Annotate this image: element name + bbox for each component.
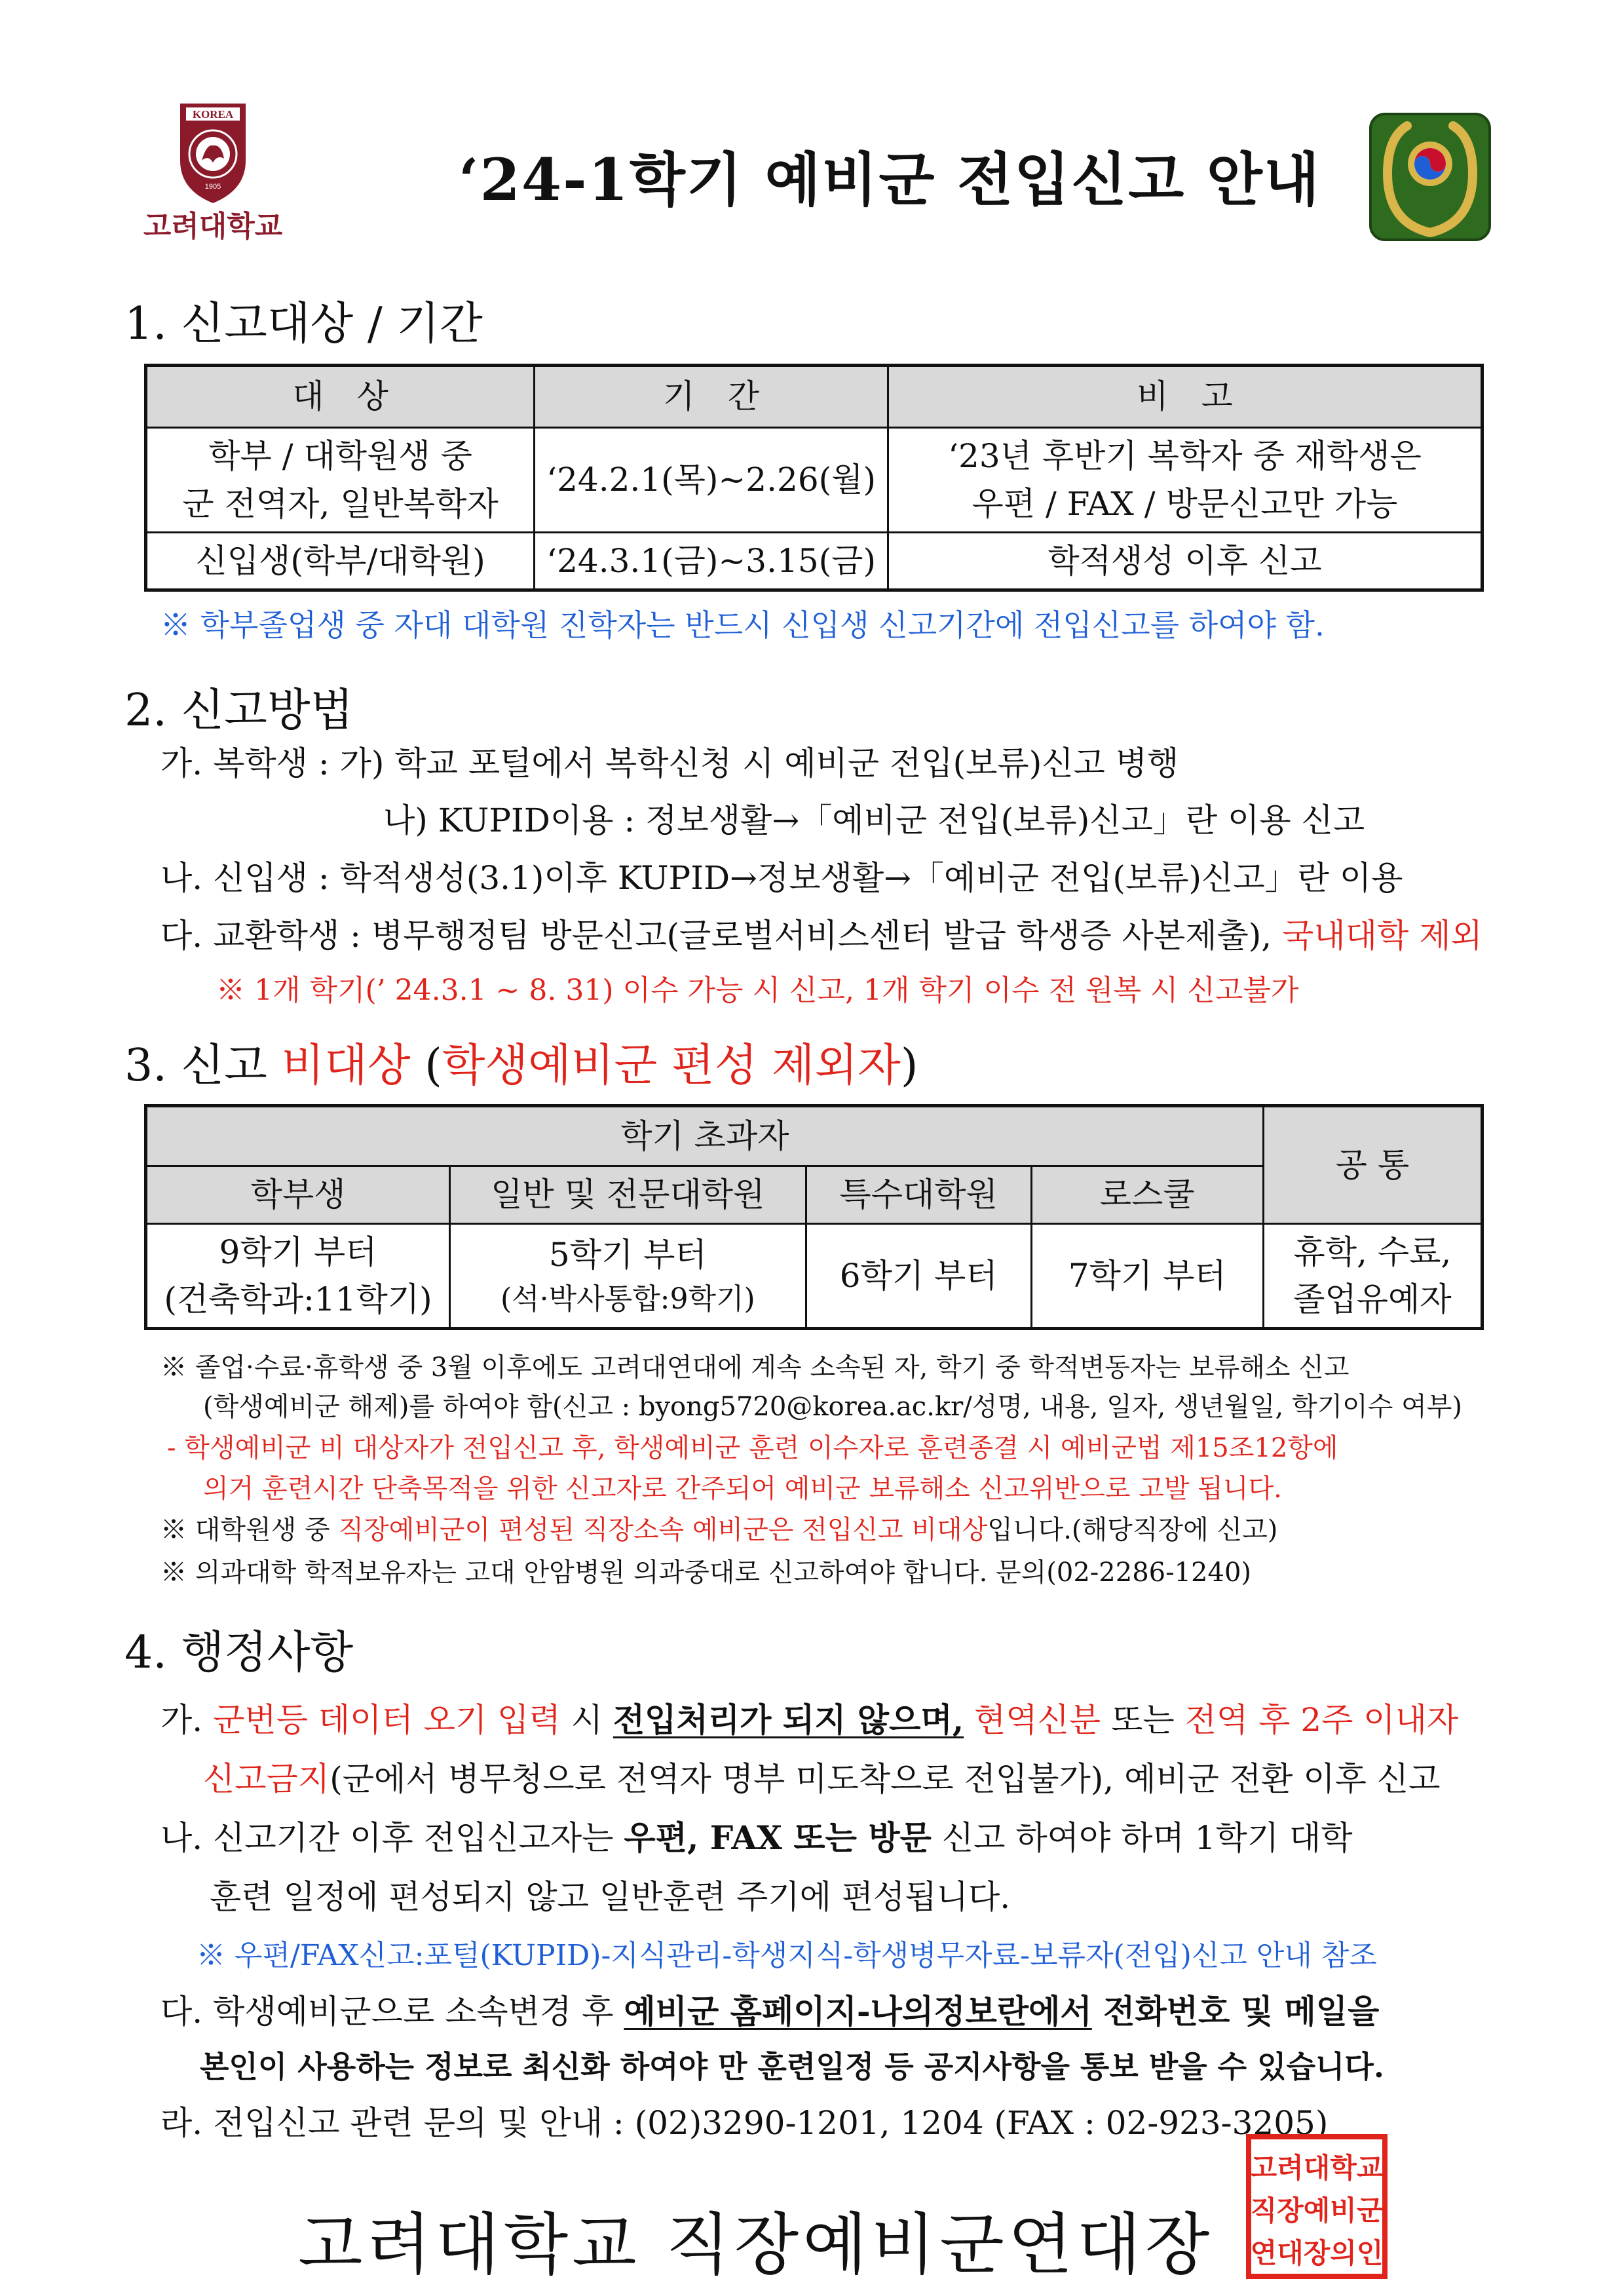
cell-line: 학부 / 대학원생 중: [208, 437, 472, 475]
heading-part: 비대상: [281, 1040, 411, 1092]
heading-part: 학생예비군 편성 제외자: [442, 1040, 901, 1092]
text-part: 나. 신고기간 이후 전입신고자는: [161, 1819, 624, 1857]
cell-line: 9학기 부터: [219, 1233, 377, 1271]
cell-line: ‘23년 후반기 복학자 중 재학생은: [948, 437, 1422, 475]
table-header-common: 공 통: [1263, 1106, 1482, 1224]
admin-item-na: [161, 1812, 1353, 1859]
logo-caption: 고려대학교: [143, 210, 283, 243]
text-part: 전화번호 및 메일을: [1091, 1992, 1380, 2031]
cell-line: 5학기 부터: [548, 1235, 707, 1274]
note-part: ※ 대학원생 중: [161, 1515, 339, 1545]
reserve-forces-emblem-icon: [1368, 111, 1492, 242]
table-subheader: 일반 및 전문대학원: [449, 1166, 806, 1224]
cell-line: 우편 / FAX / 방문신고만 가능: [972, 484, 1398, 523]
seal-line: 연대장의인: [1250, 2237, 1384, 2269]
table-cell-target: [146, 428, 535, 533]
section3-note2-b: 의거 훈련시간 단축목적을 위한 신고자로 간주되어 예비군 보류해소 신고위반으로 고발 됩니다.: [203, 1474, 1282, 1504]
section1-note: ※ 학부졸업생 중 자대 대학원 진학자는 반드시 신입생 신고기간에 전입신고를 하여야 함.: [161, 607, 1325, 643]
text-part: 전역 후 2주 이내자: [1184, 1701, 1459, 1739]
table-header-note: 비 고: [888, 366, 1482, 428]
seal-line: 고려대학교: [1250, 2152, 1384, 2184]
university-logo: [131, 98, 295, 249]
table-row: [146, 1224, 1482, 1329]
table-cell-period: ‘24.2.1(목)~2.26(월): [535, 428, 888, 533]
heading-part: (: [410, 1040, 442, 1092]
method-freshmen: 나. 신입생 : 학적생성(3.1)이후 KUPID→정보생활→「예비군 전입(보류)신고」란 이용: [161, 859, 1403, 897]
cell-line: (건축학과:11학기): [164, 1280, 432, 1318]
text-part: 가.: [161, 1701, 214, 1739]
cell-line: 휴학, 수료,: [1293, 1233, 1452, 1271]
table-cell: 7학기 부터: [1031, 1224, 1263, 1329]
table-subheader: 특수대학원: [806, 1166, 1031, 1224]
cell-line: (석·박사통합:9학기): [500, 1282, 755, 1316]
admin-item-da-cont: 본인이 사용하는 정보로 최신화 하여야 만 훈련일정 등 공지사항을 통보 받을 수 있습니다.: [200, 2049, 1384, 2084]
cell-line: 군 전역자, 일반복학자: [182, 484, 499, 523]
text-part: 현역신분: [964, 1701, 1101, 1739]
table-subheader: 로스쿨: [1031, 1166, 1263, 1224]
seal-line: 직장예비군: [1250, 2194, 1384, 2227]
section3-note4: ※ 의과대학 학적보유자는 고대 안암병원 의과중대로 신고하여야 합니다. 문의(02-2286-1240): [161, 1558, 1252, 1588]
text-part: (군에서 병무청으로 전역자 명부 미도착으로 전입불가), 예비군 전환 이후 신고: [330, 1760, 1441, 1798]
method-kupid: 나) KUPID이용 : 정보생활→「예비군 전입(보류)신고」란 이용 신고: [383, 801, 1365, 839]
page-title: ‘24-1학기 예비군 전입신고 안내: [459, 145, 1321, 214]
issuer-name: 고려대학교 직장예비군연대장: [298, 2206, 1214, 2284]
text-part: 신고 하여야 하며 1학기 대학: [931, 1819, 1353, 1857]
note-part: 직장예비군이 편성된 직장소속 예비군은 전입신고 비대상: [338, 1515, 988, 1545]
table-cell-note: 학적생성 이후 신고: [888, 533, 1482, 590]
text-part: 신고금지: [203, 1760, 330, 1798]
text-part: 예비군 홈페이지-나의정보란에서: [624, 1992, 1092, 2031]
text-part: 우편, FAX 또는 방문: [624, 1818, 932, 1857]
table-header-target: 대 상: [146, 366, 535, 428]
table-header-semester-excess: 학기 초과자: [146, 1106, 1264, 1166]
table-subheader: 학부생: [146, 1166, 450, 1224]
logo-korea-text: KOREA: [192, 108, 234, 121]
note-part: 입니다.(해당직장에 신고): [987, 1515, 1278, 1545]
section3-note1-b: (학생예비군 해제)를 하여야 함(신고 : byong5720@korea.ac.kr/성명, 내용, 일자, 생년월일, 학기이수 여부): [203, 1392, 1463, 1422]
admin-item-ra: 라. 전입신고 관련 문의 및 안내 : (02)3290-1201, 1204 (FAX : 02-923-3205): [161, 2104, 1329, 2142]
table-cell-target: 신입생(학부/대학원): [146, 533, 535, 590]
logo-year: 1905: [204, 183, 221, 191]
table-cell: [146, 1224, 450, 1329]
text-part: 전입처리가 되지 않으며,: [613, 1700, 964, 1739]
official-seal: [1245, 2133, 1389, 2280]
section2-heading: 2. 신고방법: [124, 685, 354, 737]
table-cell-note: [888, 428, 1482, 533]
admin-item-na-note: ※ 우편/FAX신고:포털(KUPID)-지식관리-학생지식-학생병무자료-보류자(전입)신고 안내 참조: [197, 1939, 1377, 1972]
admin-item-na-cont: 훈련 일정에 편성되지 않고 일반훈련 주기에 편성됩니다.: [210, 1878, 1011, 1916]
table-cell: [449, 1224, 806, 1329]
table-row: [146, 428, 1482, 533]
table-cell-period: ‘24.3.1(금)~3.15(금): [535, 533, 888, 590]
heading-part: ): [900, 1040, 918, 1092]
section3-note3: [161, 1509, 1277, 1546]
table-cell: 6학기 부터: [806, 1224, 1031, 1329]
report-period-table: [144, 364, 1484, 592]
method-exchange-text: 다. 교환학생 : 병무행정팀 방문신고(글로벌서비스센터 발급 학생증 사본제출),: [161, 917, 1272, 955]
method-exchange: [161, 909, 1482, 957]
admin-item-da: [161, 1985, 1379, 2033]
text-part: 또는: [1101, 1701, 1185, 1739]
text-part: 시: [560, 1701, 613, 1739]
text-part: 군번등 데이터 오기 입력: [213, 1701, 561, 1739]
section4-heading: 4. 행정사항: [124, 1627, 354, 1679]
table-header-period: 기 간: [535, 366, 888, 428]
heading-part: 3. 신고: [124, 1040, 282, 1092]
method-exchange-note: ※ 1개 학기(’ 24.3.1 ~ 8. 31) 이수 가능 시 신고, 1개 학기 이수 전 원복 시 신고불가: [216, 974, 1299, 1007]
table-row: [146, 533, 1482, 590]
admin-item-ga-cont: [203, 1753, 1440, 1800]
method-exchange-exclusion: 국내대학 제외: [1272, 917, 1482, 955]
table-cell: [1263, 1224, 1482, 1329]
admin-item-ga: [161, 1694, 1458, 1741]
section3-note1-a: ※ 졸업·수료·휴학생 중 3월 이후에도 고려대연대에 계속 소속된 자, 학기 중 학적변동자는 보류해소 신고: [161, 1352, 1350, 1383]
section1-heading: 1. 신고대상 / 기간: [124, 298, 483, 350]
text-part: 다. 학생예비군으로 소속변경 후: [161, 1993, 624, 2031]
cell-line: 졸업유예자: [1293, 1280, 1452, 1318]
non-target-table: [144, 1104, 1484, 1330]
method-returning-students: 가. 복학생 : 가) 학교 포털에서 복학신청 시 예비군 전입(보류)신고 병행: [161, 744, 1179, 782]
section3-heading: [124, 1030, 918, 1094]
section3-note2-a: - 학생예비군 비 대상자가 전입신고 후, 학생예비군 훈련 이수자로 훈련종결 시 예비군법 제15조12항에: [167, 1433, 1338, 1463]
